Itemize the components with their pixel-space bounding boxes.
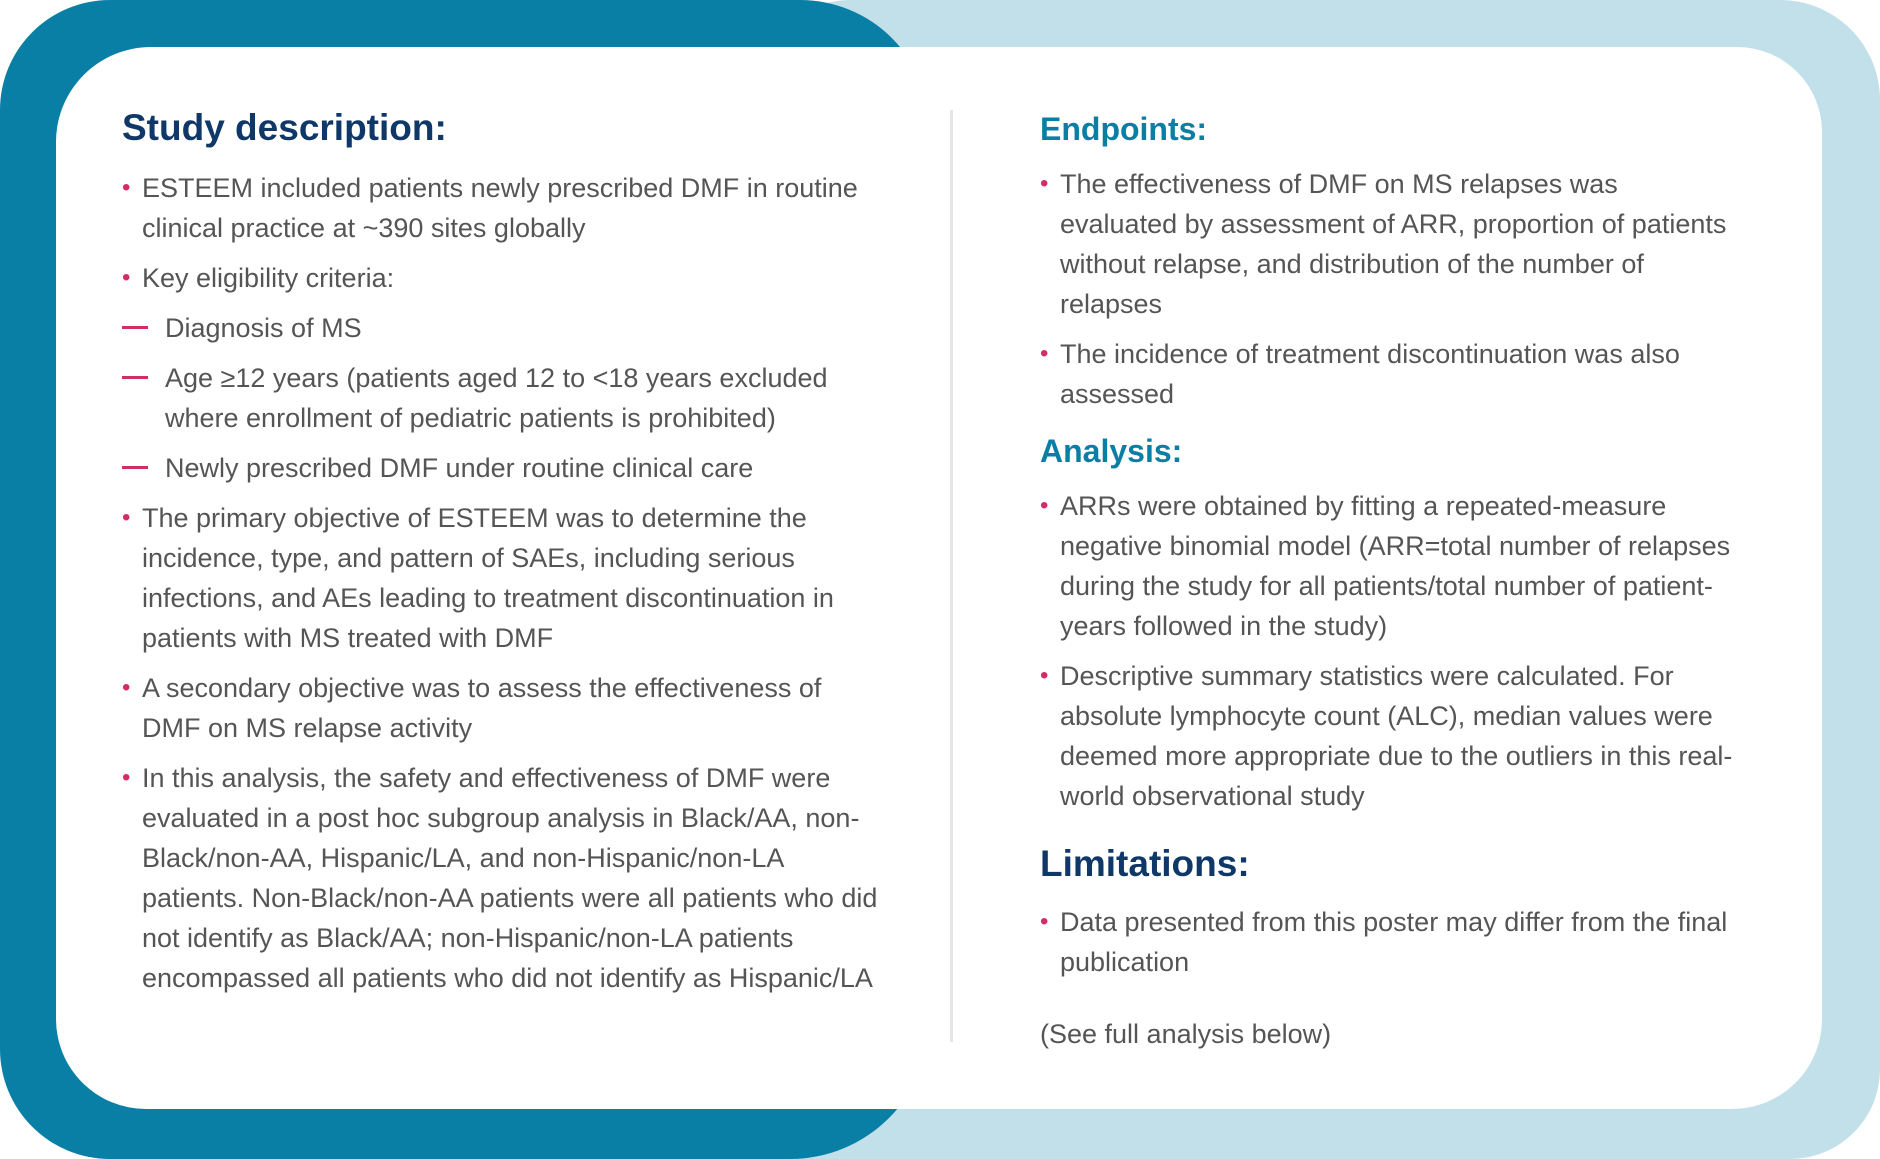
criteria-item: Age ≥12 years (patients aged 12 to <18 years excluded where enrollment of pediatric patients is prohibited): [122, 358, 882, 438]
list-item: • Descriptive summary statistics were calculated. For absolute lymphocyte count (ALC), median values were deemed more appropriate due to the outliers in this real-world observational study: [1040, 656, 1740, 816]
list-item: [122, 168, 882, 248]
endpoints-heading: Endpoints:: [1040, 111, 1208, 147]
analysis-heading: Analysis:: [1040, 433, 1183, 469]
list-item: • The incidence of treatment discontinuation was also assessed: [1040, 334, 1740, 414]
list-item-text: ESTEEM included patients newly prescribed DMF in routine clinical practice at ~390 sites globally: [142, 173, 858, 243]
list-item: [122, 498, 882, 658]
study-description-list: [122, 168, 882, 998]
list-item: [122, 258, 882, 488]
study-description-column: [122, 100, 882, 998]
see-full-analysis-note: (See full analysis below): [1040, 1019, 1332, 1049]
list-item: • The effectiveness of DMF on MS relapses was evaluated by assessment of ARR, proportion of patients without relapse, and distribution of the number of relapses: [1040, 164, 1740, 324]
list-item: • ARRs were obtained by fitting a repeated-measure negative binomial model (ARR=total number of relapses during the study for all patients/total number of patient-years followed in the study): [1040, 486, 1740, 646]
list-item-text: A secondary objective was to assess the effectiveness of DMF on MS relapse activity: [142, 673, 822, 743]
list-item-text: In this analysis, the safety and effectiveness of DMF were evaluated in a post hoc subgroup analysis in Black/AA, non-Black/non-AA, Hispanic/LA, and non-Hispanic/non-LA patients. Non-Black/non-AA patients were all patients who did not identify as Black/AA; non-Hispanic/non-LA patients encompassed all patients who did not identify as Hispanic/LA: [142, 763, 878, 993]
limitations-list: [1040, 902, 1740, 982]
list-item-text: Key eligibility criteria:: [142, 263, 395, 293]
list-item: • Data presented from this poster may differ from the final publication: [1040, 902, 1740, 982]
eligibility-criteria-list: [122, 308, 882, 488]
study-description-heading: Study description:: [122, 107, 447, 148]
limitations-heading: Limitations:: [1040, 843, 1250, 884]
column-divider: [950, 110, 953, 1042]
endpoints-analysis-column: [1040, 104, 1740, 982]
criteria-item: Newly prescribed DMF under routine clinical care: [122, 448, 882, 488]
endpoints-list: [1040, 164, 1740, 414]
list-item: [122, 668, 882, 748]
list-item: [122, 758, 882, 998]
criteria-item: Diagnosis of MS: [122, 308, 882, 348]
analysis-list: [1040, 486, 1740, 816]
list-item-text: The primary objective of ESTEEM was to determine the incidence, type, and pattern of SAEs, including serious infections, and AEs leading to treatment discontinuation in patients with MS treated with DMF: [142, 503, 834, 653]
